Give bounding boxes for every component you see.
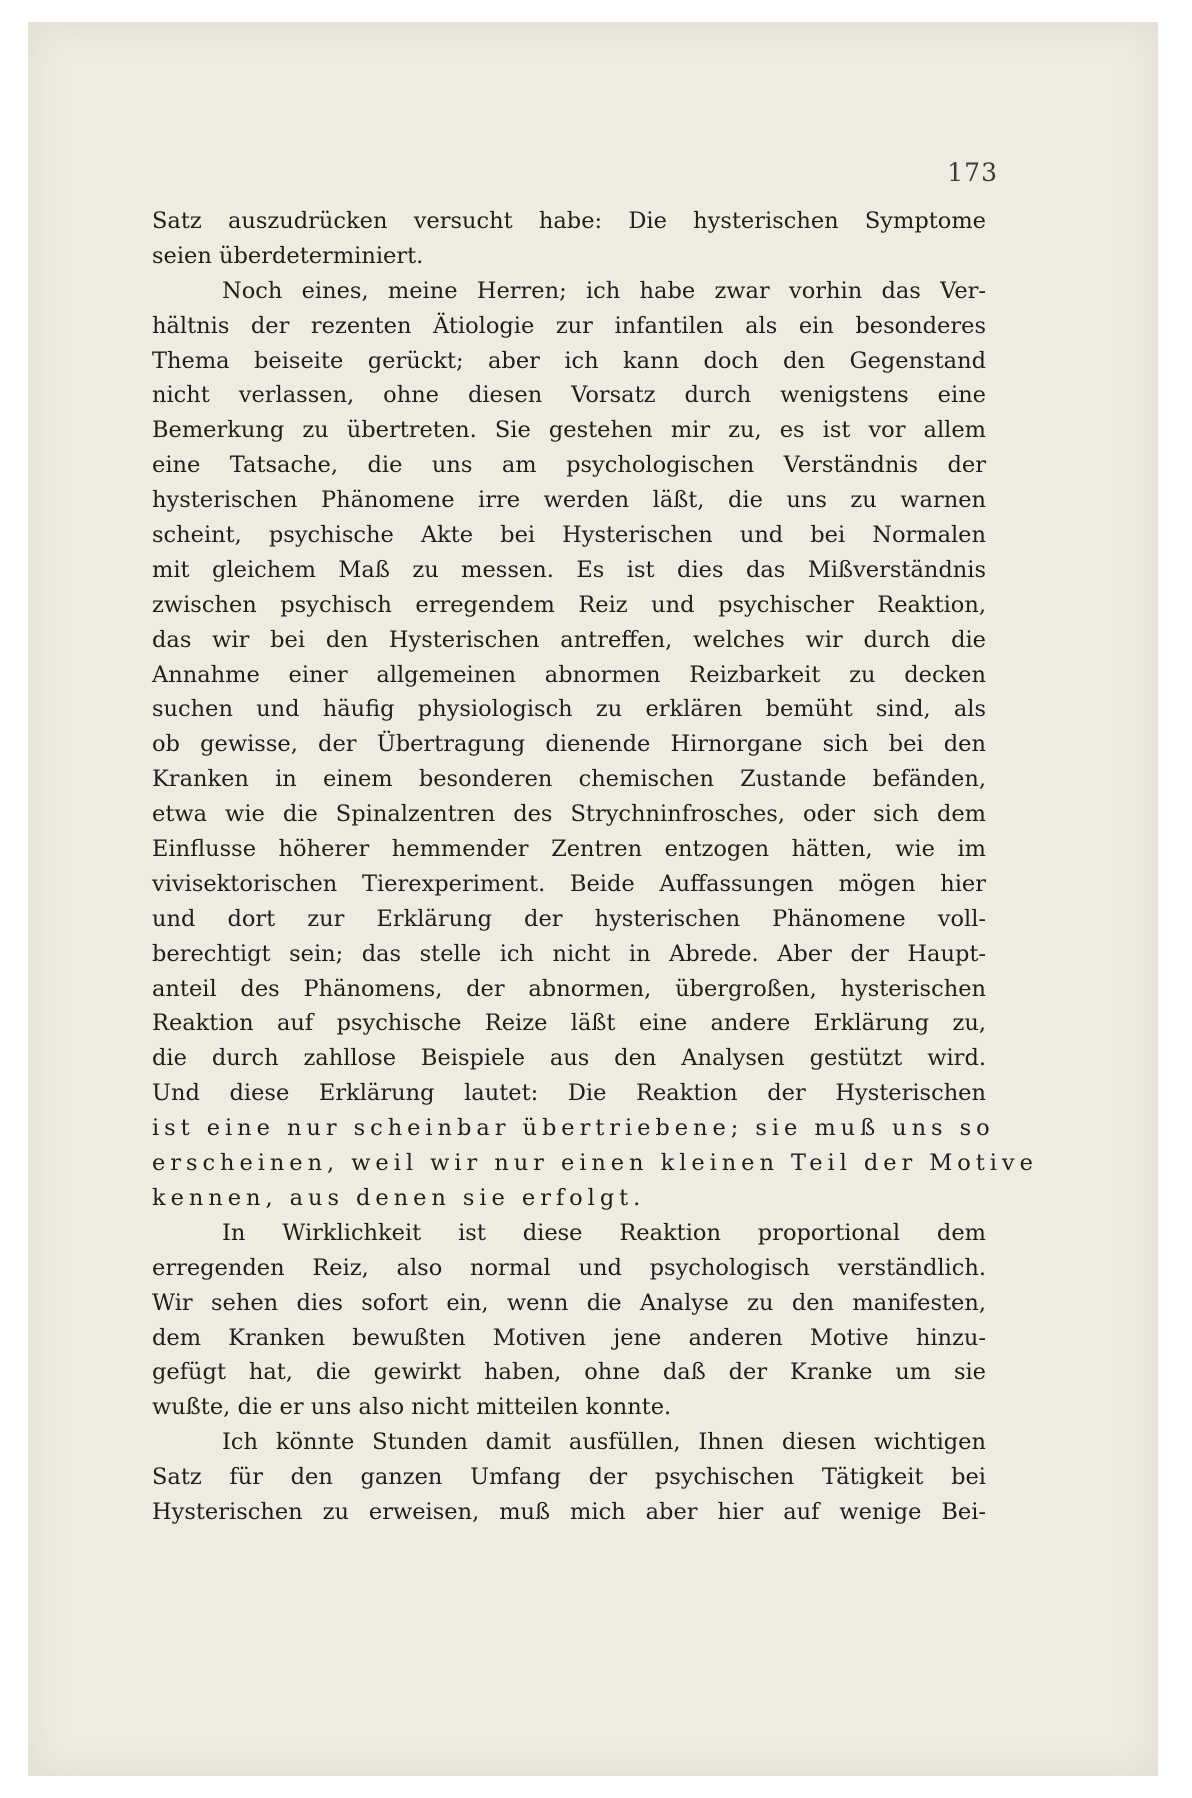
text-line: Und diese Erklärung lautet: Die Reaktion der Hysterischen [152, 1080, 986, 1107]
text-line: anteil des Phänomens, der abnormen, übergroßen, hysterischen [152, 975, 986, 1002]
text-line: erscheinen, weil wir nur einen kleinen Teil der Motive [152, 1150, 1038, 1177]
text-line: Thema beiseite gerückt; aber ich kann doch den Gegenstand [152, 347, 986, 374]
text-line: Bemerkung zu übertreten. Sie gestehen mir zu, es ist vor allem [152, 417, 986, 444]
text-line: Ich könnte Stunden damit ausfüllen, Ihnen diesen wichtigen [222, 1429, 986, 1456]
text-line: zwischen psychisch erregendem Reiz und psychischer Reaktion, [152, 591, 986, 618]
text-line: suchen und häufig physiologisch zu erklären bemüht sind, als [152, 696, 986, 723]
text-line: Reaktion auf psychische Reize läßt eine andere Erklärung zu, [152, 1010, 986, 1037]
text-line: berechtigt sein; das stelle ich nicht in Abrede. Aber der Haupt- [152, 940, 986, 967]
text-line: Kranken in einem besonderen chemischen Zustande befänden, [152, 766, 986, 793]
text-line: seien überdeterminiert. [152, 242, 424, 269]
text-line: gefügt hat, die gewirkt haben, ohne daß der Kranke um sie [152, 1359, 986, 1386]
text-line: die durch zahllose Beispiele aus den Analysen gestützt wird. [152, 1045, 986, 1072]
text-line: Annahme einer allgemeinen abnormen Reizbarkeit zu decken [152, 661, 986, 688]
text-line: wußte, die er uns also nicht mitteilen konnte. [152, 1394, 672, 1421]
text-line: Noch eines, meine Herren; ich habe zwar vorhin das Ver- [222, 277, 986, 304]
text-line: hältnis der rezenten Ätiologie zur infantilen als ein besonderes [152, 312, 986, 339]
text-line: Einflusse höherer hemmender Zentren entzogen hätten, wie im [152, 836, 986, 863]
text-line: eine Tatsache, die uns am psychologischen Verständnis der [152, 452, 986, 479]
text-line: Hysterischen zu erweisen, muß mich aber hier auf wenige Bei- [152, 1498, 986, 1525]
text-line: erregenden Reiz, also normal und psychologisch verständlich. [152, 1254, 986, 1281]
text-line: mit gleichem Maß zu messen. Es ist dies das Mißverständnis [152, 556, 986, 583]
page-number: 173 [947, 158, 998, 187]
text-line: scheint, psychische Akte bei Hysterischen und bei Normalen [152, 522, 986, 549]
text-line: Wir sehen dies sofort ein, wenn die Analyse zu den manifesten, [152, 1289, 986, 1316]
body-text [152, 204, 1038, 1530]
text-line: vivisektorischen Tierexperiment. Beide Auffassungen mögen hier [152, 870, 986, 897]
text-line: etwa wie die Spinalzentren des Strychninfrosches, oder sich dem [152, 801, 986, 828]
text-line: ist eine nur scheinbar übertriebene; sie muß uns so [152, 1115, 995, 1142]
text-line: Satz auszudrücken versucht habe: Die hysterischen Symptome [152, 208, 986, 234]
text-line: Satz für den ganzen Umfang der psychischen Tätigkeit bei [152, 1464, 986, 1491]
text-line: In Wirklichkeit ist diese Reaktion proportional dem [222, 1219, 986, 1246]
text-line: das wir bei den Hysterischen antreffen, welches wir durch die [152, 626, 986, 653]
text-line: kennen, aus denen sie erfolgt. [152, 1184, 646, 1211]
text-line: und dort zur Erklärung der hysterischen Phänomene voll- [152, 905, 986, 932]
text-line: dem Kranken bewußten Motiven jene anderen Motive hinzu- [152, 1324, 986, 1351]
book-page [28, 22, 1158, 1776]
text-line: nicht verlassen, ohne diesen Vorsatz durch wenigstens eine [152, 382, 986, 409]
text-line: hysterischen Phänomene irre werden läßt, die uns zu warnen [152, 487, 986, 514]
text-line: ob gewisse, der Übertragung dienende Hirnorgane sich bei den [152, 731, 986, 758]
